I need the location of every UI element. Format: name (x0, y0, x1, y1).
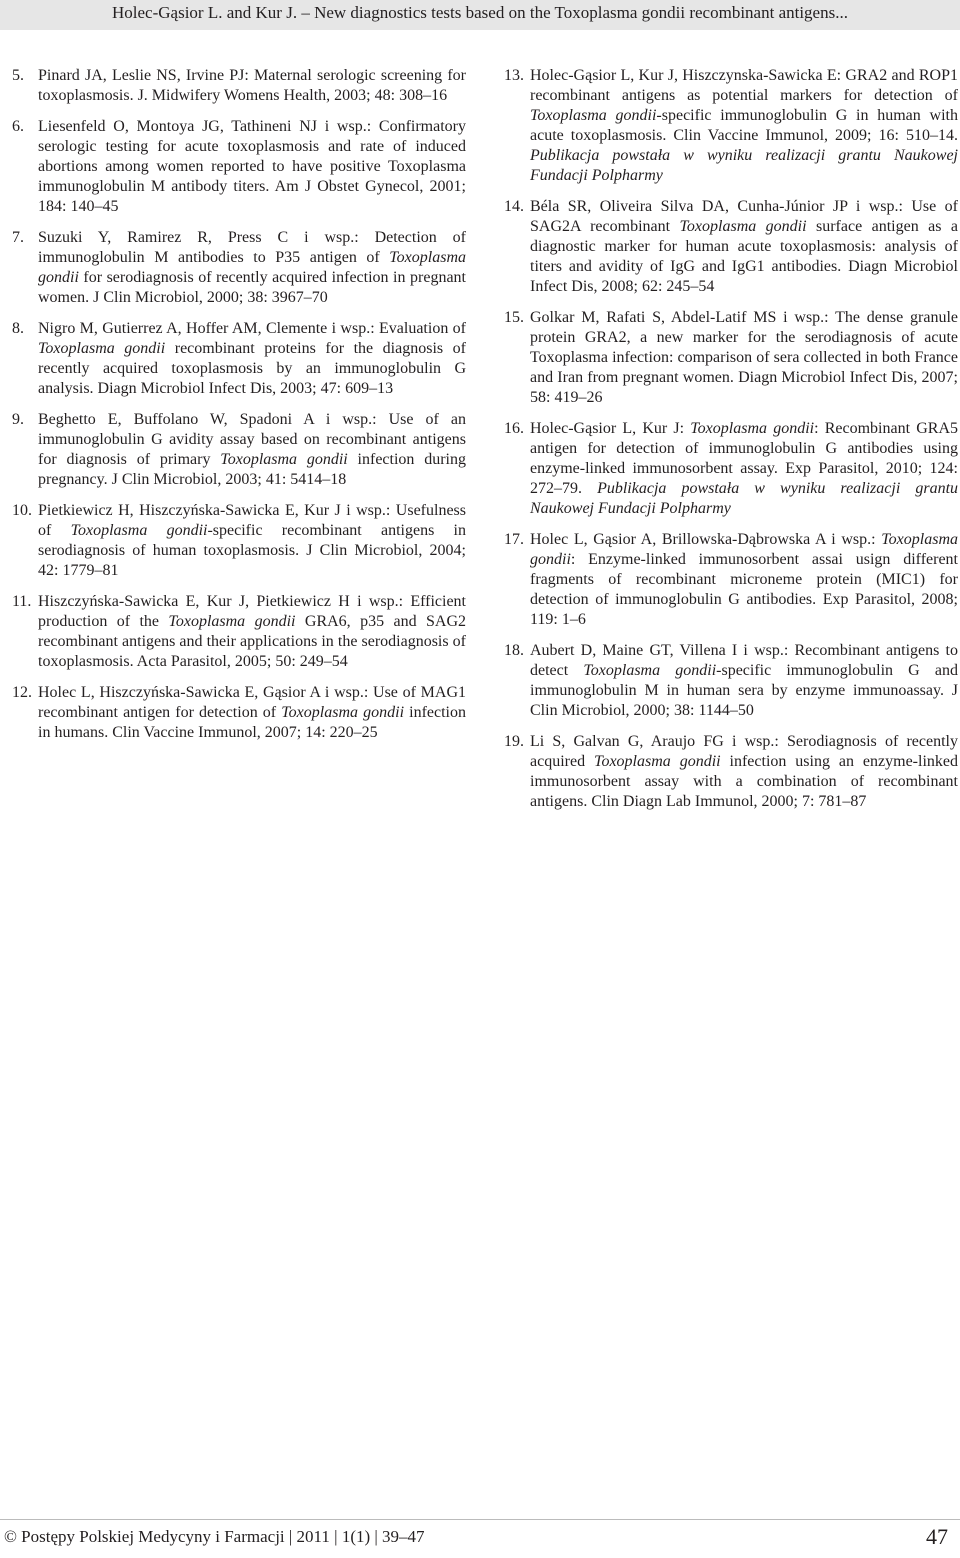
italic-term: Toxoplasma gondii (530, 531, 958, 568)
reference-item (12, 501, 466, 581)
reference-number: 7. (12, 229, 24, 246)
reference-segment: Golkar M, Rafati S, Abdel-Latif MS i wsp.: The dense granule protein GRA2, a new marker for the serodiagnosis of acute Toxoplasma infection: comparison of sera collected in both France and Iran from pregnant women. Diagn Microbiol Infect Dis, 2007; 58: 419–26 (530, 309, 958, 406)
reference-segment: Holec L, Gąsior A, Brillowska-Dąbrowska A i wsp.: (530, 531, 882, 548)
reference-segment: infection in humans. Clin Vaccine Immunol, 2007; 14: 220–25 (38, 704, 466, 741)
reference-text (38, 66, 466, 106)
italic-term: Toxoplasma gondii (690, 420, 815, 437)
reference-text (38, 592, 466, 672)
reference-item (12, 683, 466, 743)
reference-number: 15. (504, 309, 524, 326)
reference-segment: : Enzyme-linked immunosorbent assai usign different fragments of recombinant microneme protein (MIC1) for detection of immunoglobulin G antibodies. Exp Parasitol, 2008; 119: 1–6 (530, 551, 958, 628)
reference-segment: Holec-Gąsior L, Kur J: (530, 420, 691, 437)
reference-segment: Li S, Galvan G, Araujo FG i wsp.: Serodiagnosis of recently acquired (530, 733, 958, 770)
reference-text (38, 501, 466, 581)
italic-term: Toxoplasma gondii (679, 218, 807, 235)
reference-segment: Pietkiewicz H, Hiszczyńska-Sawicka E, Kur J i wsp.: Usefulness of (38, 502, 466, 539)
reference-segment: Aubert D, Maine GT, Villena I i wsp.: Recombinant antigens to detect (530, 642, 958, 679)
reference-text (530, 530, 958, 630)
reference-segment: -specific immunoglobulin G and immunoglobulin M in human sera by enzyme immunoassay. J Clin Microbiol, 2000; 38: 1144–50 (530, 662, 958, 719)
reference-segment: Hiszczyńska-Sawicka E, Kur J, Pietkiewicz H i wsp.: Efficient production of the (38, 593, 466, 630)
reference-text (530, 66, 958, 186)
references-left-column (12, 66, 466, 754)
reference-segment: : Recombinant GRA5 antigen for detection of immunoglobulin G antibodies using enzyme-linked immunosorbent assay. Exp Parasitol, 2010; 124: 272–79. (530, 420, 958, 497)
reference-number: 13. (504, 67, 524, 84)
italic-term: Toxoplasma gondii (38, 249, 466, 286)
reference-item (504, 308, 958, 408)
reference-text (38, 410, 466, 490)
reference-text (38, 319, 466, 399)
reference-segment: Holec-Gąsior L, Kur J, Hiszczynska-Sawicka E: GRA2 and ROP1 recombinant antigens as potential markers for detection of (530, 67, 958, 104)
reference-number: 11. (12, 593, 32, 610)
reference-segment: -specific recombinant antigens in serodiagnosis of human toxoplasmosis. J Clin Microbiol, 2004; 42: 1779–81 (38, 522, 467, 579)
footer-divider (0, 1519, 960, 1520)
reference-number: 17. (504, 531, 524, 548)
reference-segment: recombinant proteins for the diagnosis of recently acquired toxoplasmosis by an immunoglobulin G analysis. Diagn Microbiol Infect Dis, 2003; 47: 609–13 (38, 340, 466, 397)
reference-number: 10. (12, 502, 32, 519)
reference-number: 12. (12, 684, 32, 701)
reference-item (504, 419, 958, 519)
italic-term: Publikacja powstała w wyniku realizacji grantu Naukowej Fundacji Polpharmy (530, 147, 958, 184)
reference-segment: Nigro M, Gutierrez A, Hoffer AM, Clemente i wsp.: Evaluation of (38, 320, 466, 337)
italic-term: Toxoplasma gondii (168, 613, 296, 630)
page-number: 47 (926, 1524, 948, 1549)
reference-segment: Béla SR, Oliveira Silva DA, Cunha-Júnior JP i wsp.: Use of SAG2A recombinant (530, 198, 958, 235)
references-right-column (504, 66, 958, 823)
reference-item (504, 530, 958, 630)
reference-item (504, 66, 958, 186)
italic-term: Toxoplasma gondii (583, 662, 717, 679)
reference-item (12, 410, 466, 490)
italic-term: Publikacja powstała w wyniku realizacji grantu Naukowej Fundacji Polpharmy (530, 480, 959, 517)
reference-number: 5. (12, 67, 24, 84)
reference-item (12, 228, 466, 308)
reference-text (38, 117, 466, 217)
italic-term: Toxoplasma gondii (281, 704, 405, 721)
reference-item (504, 641, 958, 721)
reference-text (38, 228, 466, 308)
reference-item (12, 117, 466, 217)
reference-segment: surface antigen as a diagnostic marker for human acute toxoplasmosis: analysis of titers and avidity of IgG and IgG1 antibodies. Diagn Microbiol Infect Dis, 2008; 62: 245–54 (530, 218, 958, 295)
reference-text (530, 308, 958, 408)
reference-text (530, 197, 958, 297)
reference-item (12, 66, 466, 106)
reference-segment: for serodiagnosis of recently acquired infection in pregnant women. J Clin Microbiol, 2000; 38: 3967–70 (38, 269, 466, 306)
reference-text (530, 641, 958, 721)
reference-segment: Beghetto E, Buffolano W, Spadoni A i wsp.: Use of an immunoglobulin G avidity assay based on recombinant antigens for diagnosis of primary (38, 411, 466, 468)
italic-term: Toxoplasma gondii (530, 107, 657, 124)
reference-segment: GRA6, p35 and SAG2 recombinant antigens and their applications in the serodiagnosis of toxoplasmosis. Acta Parasitol, 2005; 50: 249–54 (38, 613, 466, 670)
italic-term: Toxoplasma gondii (70, 522, 208, 539)
reference-segment: Liesenfeld O, Montoya JG, Tathineni NJ i wsp.: Confirmatory serologic testing for acute toxoplasmosis and rate of induced abortions among women reported to have positive Toxoplasma immunoglobulin M antibody titers. Am J Obstet Gynecol, 2001; 184: 140–45 (38, 118, 466, 215)
reference-number: 9. (12, 411, 24, 428)
reference-segment: Holec L, Hiszczyńska-Sawicka E, Gąsior A i wsp.: Use of MAG1 recombinant antigen for detection of (38, 684, 466, 721)
reference-segment: Pinard JA, Leslie NS, Irvine PJ: Maternal serologic screening for toxoplasmosis. J. Midwifery Womens Health, 2003; 48: 308–16 (38, 67, 466, 104)
reference-number: 6. (12, 118, 24, 135)
reference-item (504, 197, 958, 297)
reference-segment: Suzuki Y, Ramirez R, Press C i wsp.: Detection of immunoglobulin M antibodies to P35 antigen of (38, 229, 466, 266)
reference-text (530, 732, 958, 812)
reference-item (504, 732, 958, 812)
reference-segment: infection using an enzyme-linked immunosorbent assay with a combination of recombinant antigens. Clin Diagn Lab Immunol, 2000; 7: 781–87 (530, 753, 959, 810)
reference-segment: -specific immunoglobulin G in human with acute toxoplasmosis. Clin Vaccine Immunol, 2009; 16: 510–14. (530, 107, 958, 144)
italic-term: Toxoplasma gondii (38, 340, 166, 357)
italic-term: Toxoplasma gondii (594, 753, 721, 770)
footer-journal-info: © Postępy Polskiej Medycyny i Farmacji | 2011 | 1(1) | 39–47 (4, 1527, 425, 1546)
reference-segment: infection during pregnancy. J Clin Microbiol, 2003; 41: 5414–18 (38, 451, 466, 488)
running-header-title: Holec-Gąsior L. and Kur J. – New diagnostics tests based on the Toxoplasma gondii recombinant antigens... (112, 3, 848, 22)
reference-number: 16. (504, 420, 524, 437)
reference-text (38, 683, 466, 743)
italic-term: Toxoplasma gondii (220, 451, 348, 468)
reference-text (530, 419, 958, 519)
reference-number: 19. (504, 733, 524, 750)
reference-item (12, 319, 466, 399)
reference-number: 18. (504, 642, 524, 659)
reference-item (12, 592, 466, 672)
reference-number: 8. (12, 320, 24, 337)
reference-number: 14. (504, 198, 524, 215)
